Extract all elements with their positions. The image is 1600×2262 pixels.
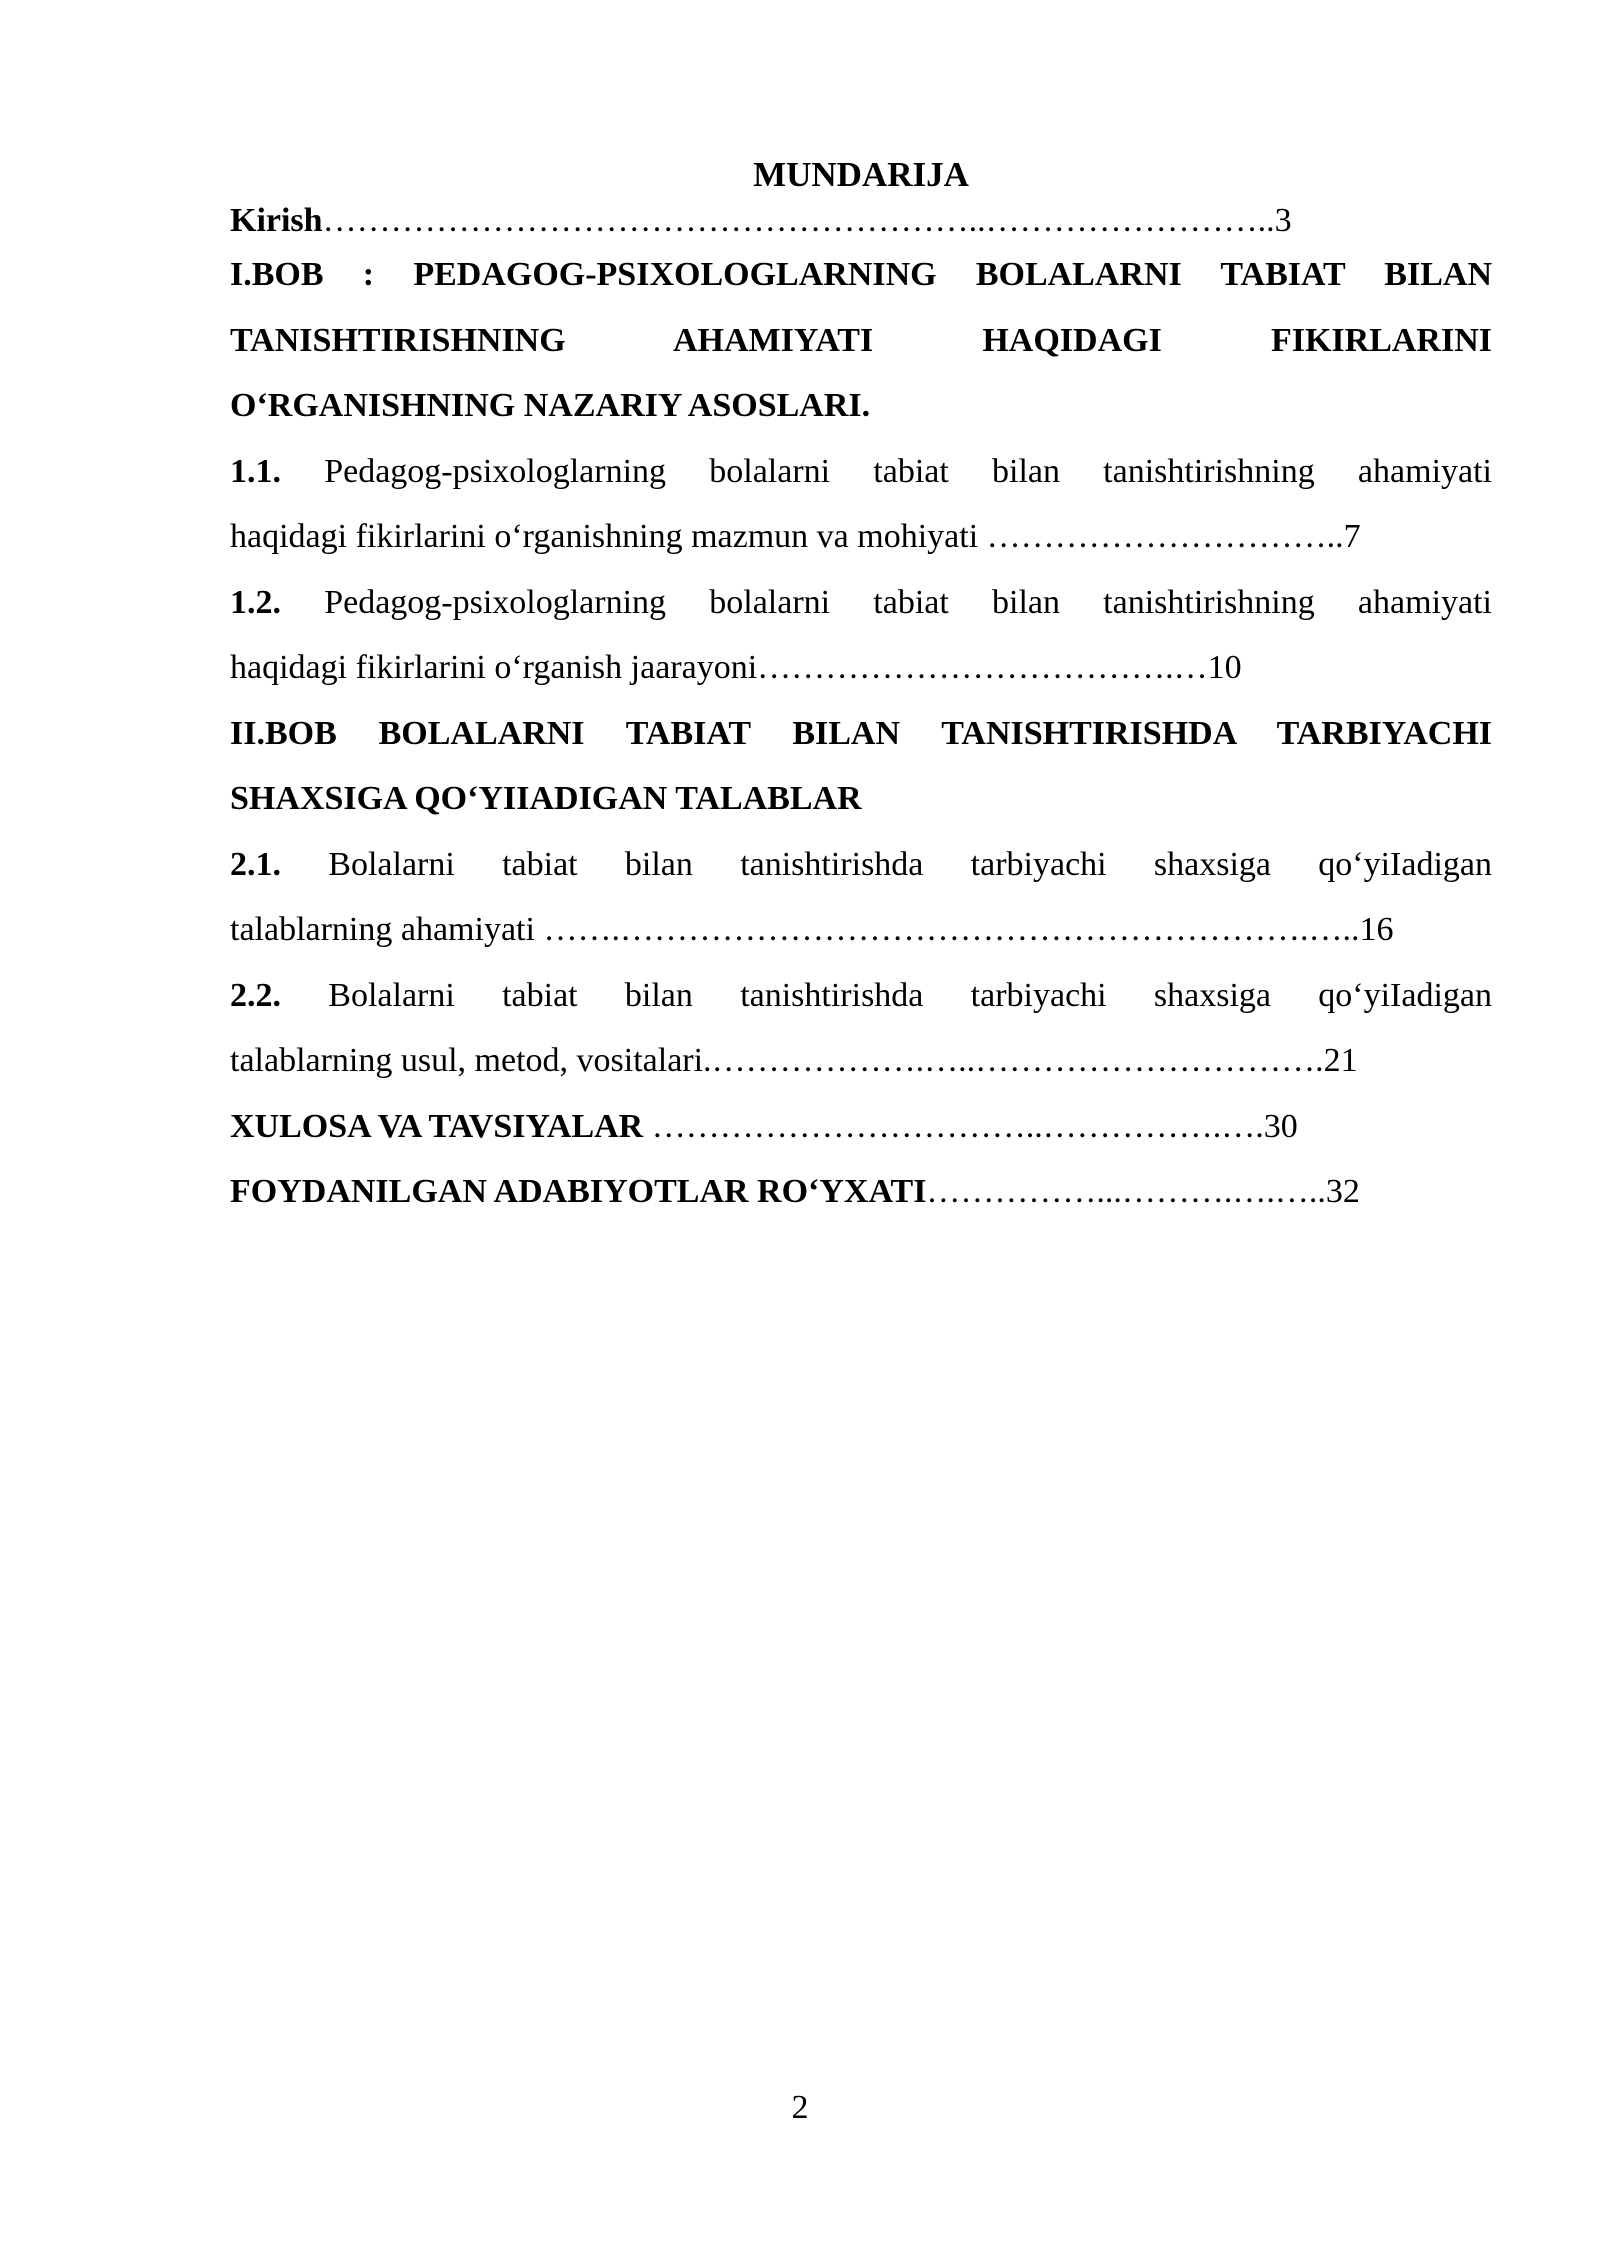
entry-label: Kirish [230,202,323,239]
entry-leader-dots: ……………...……….….….. [926,1173,1326,1210]
toc-entry-2-2-line2 [230,1028,1492,1094]
entry-number: 2.1. [230,845,281,883]
entry-text: Bolalarni tabiat bilan tanishtirishda tarbiyachi shaxsiga qo‘yiIadigan [328,845,1492,883]
entry-leader-dots: ……………………………….… [757,649,1208,686]
entry-leader-dots: ………………………….. [986,518,1344,555]
entry-page-number: 7 [1343,518,1361,555]
toc-entry-foydanilgan [230,1159,1492,1225]
entry-number: 1.2. [230,583,281,621]
table-of-contents [230,150,1492,1225]
entry-label: FOYDANILGAN ADABIYOTLAR RO‘YXATI [230,1173,927,1210]
entry-leader-dots: ……………….…..…………………………. [711,1042,1324,1079]
chapter1-heading-line3: O‘RGANISHNING NAZARIY ASOSLARI. [230,387,871,424]
chapter1-heading-line1: I.BOB : PEDAGOG-PSIXOLOGLARNING BOLALARNI TABIAT BILAN [230,256,1492,293]
entry-page-number: 16 [1359,911,1394,948]
entry-text: haqidagi fikirlarini o‘rganishning mazmun va mohiyati [230,518,987,555]
entry-page-number: 10 [1207,649,1242,686]
entry-page-number: 3 [1274,202,1292,239]
toc-entry-1-2-line1 [230,570,1492,636]
toc-entry-1-2-line2 [230,635,1492,701]
entry-number: 2.2. [230,976,281,1014]
toc-entry-1-1-line2 [230,504,1492,570]
toc-entry-2-1-line1 [230,832,1492,898]
chapter2-heading-line2: SHAXSIGA QO‘YIIADIGAN TALABLAR [230,780,862,817]
toc-entry-2-1-line2 [230,897,1492,963]
toc-entry-2-2-line1 [230,963,1492,1029]
chapter2-heading-line1: II.BOB BOLALARNI TABIAT BILAN TANISHTIRISHDA TARBIYACHI [230,714,1492,752]
entry-text: Pedagog-psixologlarning bolalarni tabiat bilan tanishtirishning ahamiyati [324,583,1492,621]
toc-entry-1-1-line1 [230,439,1492,505]
toc-entry-xulosa [230,1094,1492,1160]
page-number: 2 [791,2089,809,2126]
entry-leader-dots: …….…………………………………………………….….. [543,911,1360,948]
entry-leader-dots: …………………………………………………..…………………….. [322,202,1275,239]
entry-page-number: 21 [1323,1042,1358,1079]
entry-text: Pedagog-psixologlarning bolalarni tabiat bilan tanishtirishning ahamiyati [324,452,1492,490]
entry-leader-dots: ……………………………..…………….…. [651,1107,1264,1145]
toc-entry-kirish [230,200,1492,242]
entry-text: talablarning usul, metod, vositalari. [230,1042,712,1079]
entry-page-number: 30 [1263,1107,1298,1145]
entry-text: haqidagi fikirlarini o‘rganish jaarayoni [230,649,758,686]
entry-text: Bolalarni tabiat bilan tanishtirishda tarbiyachi shaxsiga qo‘yiIadigan [328,976,1492,1014]
entry-label: XULOSA VA TAVSIYALAR [230,1107,652,1145]
chapter1-heading-line2: TANISHTIRISHNING AHAMIYATI HAQIDAGI FIKIRLARINI [230,321,1492,359]
entry-number: 1.1. [230,452,281,490]
entry-text: talablarning ahamiyati [230,911,544,948]
toc-title: MUNDARIJA [753,155,969,194]
entry-page-number: 32 [1325,1173,1360,1210]
